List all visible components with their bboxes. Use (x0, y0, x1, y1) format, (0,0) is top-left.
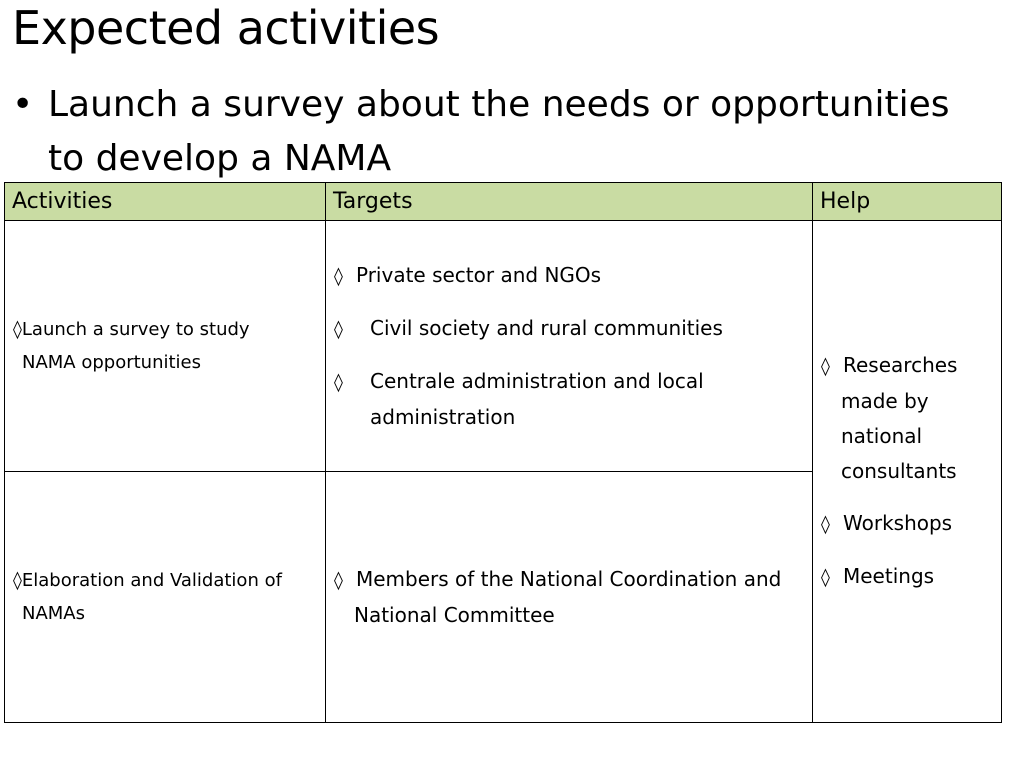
target-text: Private sector and NGOs (356, 262, 602, 287)
help-text-cont: made by (841, 389, 929, 413)
activity-line-2: NAMA opportunities (22, 352, 202, 373)
diamond-icon: ◊ (13, 570, 22, 591)
bullet-text-line-2: to develop a NAMA (48, 138, 392, 179)
target-item (334, 562, 812, 633)
diamond-icon: ◊ (334, 569, 343, 591)
activity-text: Elaboration and Validation of (21, 570, 282, 591)
header-targets: Targets (326, 183, 813, 221)
targets-cell (326, 221, 813, 472)
slide-title: Expected activities (12, 1, 440, 55)
activity-cell (5, 221, 326, 472)
help-text-cont: consultants (841, 459, 957, 483)
help-cell (813, 221, 1002, 723)
help-item (821, 348, 1001, 489)
bullet-text (48, 78, 1008, 186)
diamond-icon: ◊ (13, 319, 22, 340)
table-header-row (5, 183, 1002, 221)
diamond-icon: ◊ (821, 567, 830, 588)
activity-line-1 (13, 313, 325, 346)
diamond-icon: ◊ (334, 265, 343, 287)
table-row (5, 221, 1002, 472)
diamond-icon: ◊ (334, 318, 343, 340)
header-activities: Activities (5, 183, 326, 221)
activities-table (4, 182, 1002, 723)
activity-line-2: NAMAs (22, 603, 85, 624)
header-help: Help (813, 183, 1002, 221)
activity-text: Launch a survey to study (21, 319, 250, 340)
help-text-cont: national (841, 424, 923, 448)
targets-cell (326, 472, 813, 723)
help-text: Meetings (843, 564, 935, 588)
activity-cell (5, 472, 326, 723)
diamond-icon: ◊ (821, 356, 830, 377)
target-text: Civil society and rural communities (370, 315, 723, 340)
activity-line-1 (13, 564, 325, 597)
help-text: Researches (843, 353, 958, 377)
help-item (821, 559, 1001, 595)
help-item (821, 506, 1001, 542)
bullet-text-line-1: Launch a survey about the needs or opportunities (48, 84, 950, 125)
target-text: Centrale administration and local (370, 368, 704, 393)
target-text-cont: National Committee (354, 602, 555, 627)
target-item (334, 364, 812, 435)
diamond-icon: ◊ (821, 514, 830, 535)
bullet-dot-icon: • (12, 84, 34, 125)
target-text-cont: administration (370, 404, 516, 429)
target-text: Members of the National Coordination and (356, 566, 782, 591)
target-item (334, 258, 812, 294)
help-text: Workshops (843, 511, 953, 535)
target-item (334, 311, 812, 347)
diamond-icon: ◊ (334, 371, 343, 393)
